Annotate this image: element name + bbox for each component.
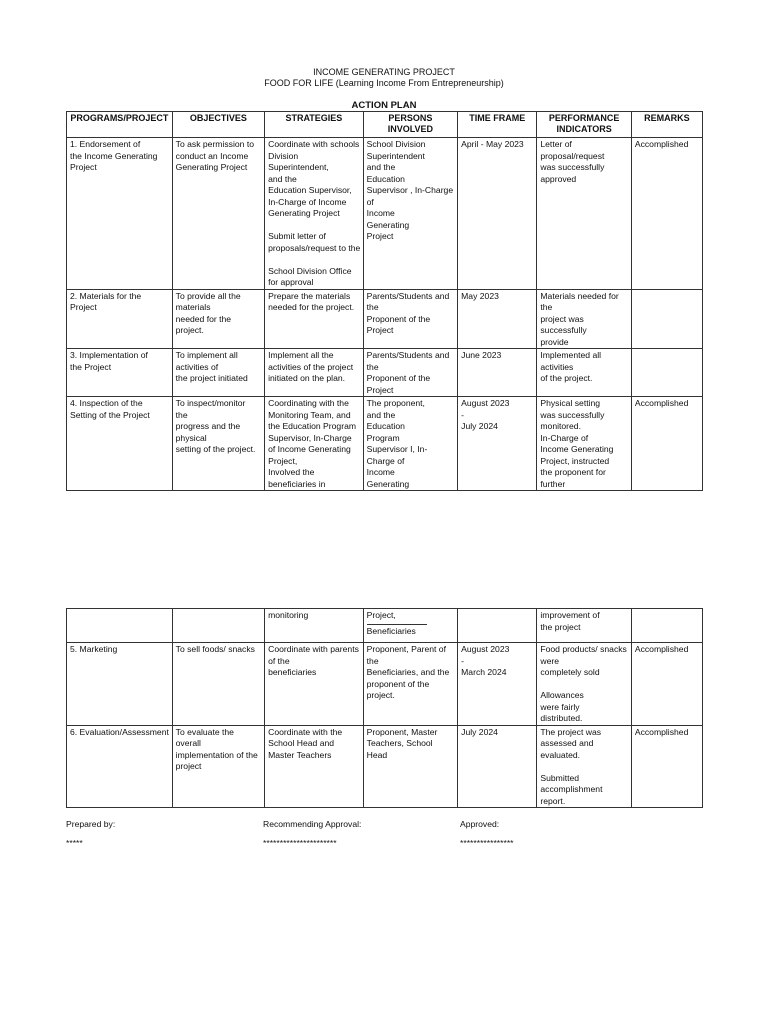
cell-remarks: Accomplished bbox=[631, 138, 702, 290]
cell-program: 3. Implementation of the Project bbox=[67, 349, 173, 397]
cell-remarks: Accomplished bbox=[631, 397, 702, 491]
underline bbox=[367, 624, 427, 625]
section-title: ACTION PLAN bbox=[351, 100, 417, 111]
recommending-approval-label: Recommending Approval: bbox=[263, 819, 362, 829]
table-header-row bbox=[67, 112, 703, 138]
cell-strategies: monitoring bbox=[265, 609, 364, 643]
cell-persons: The proponent, and the Education Program Supervisor I, In- Charge of Income Generating bbox=[363, 397, 457, 491]
cell-remarks bbox=[631, 349, 702, 397]
cell-program: 2. Materials for the Project bbox=[67, 289, 173, 349]
cell-remarks bbox=[631, 289, 702, 349]
cell-program bbox=[67, 609, 173, 643]
cell-objectives: To sell foods/ snacks bbox=[172, 643, 264, 726]
cell-indicators: The project was assessed and evaluated. Submitted accomplishment report. bbox=[537, 725, 631, 808]
approved-by-label: Approved: bbox=[460, 819, 500, 829]
cell-strategies: Coordinate with the School Head and Master Teachers bbox=[265, 725, 364, 808]
table-row bbox=[67, 289, 703, 349]
header-programs: PROGRAMS/PROJECT bbox=[67, 112, 173, 138]
cell-time-frame: July 2024 bbox=[458, 725, 537, 808]
cell-program: 4. Inspection of the Setting of the Project bbox=[67, 397, 173, 491]
cell-persons: School Division Superintendent and the Education Supervisor , In-Charge of Income Generating Project bbox=[363, 138, 457, 290]
header-persons: PERSONS INVOLVED bbox=[363, 112, 457, 138]
cell-objectives: To ask permission to conduct an Income Generating Project bbox=[172, 138, 264, 290]
cell-indicators: Letter of proposal/request was successfully approved bbox=[537, 138, 631, 290]
cell-indicators: Food products/ snacks were completely sold Allowances were fairly distributed. bbox=[537, 643, 631, 726]
cell-strategies: Coordinate with parents of the beneficiaries bbox=[265, 643, 364, 726]
cell-time-frame: May 2023 bbox=[458, 289, 537, 349]
approved-by-name: **************** bbox=[460, 838, 514, 848]
cell-indicators: improvement of the project bbox=[537, 609, 631, 643]
cell-persons bbox=[363, 609, 457, 643]
cell-objectives: To provide all the materials needed for the project. bbox=[172, 289, 264, 349]
header-time-frame: TIME FRAME bbox=[458, 112, 537, 138]
cell-indicators: Physical setting was successfully monitored. In-Charge of Income Generating Project, instructed the proponent for further bbox=[537, 397, 631, 491]
cell-strategies: Coordinating with the Monitoring Team, and the Education Program Supervisor, In-Charge of Income Generating Project, Involved the beneficiaries in bbox=[265, 397, 364, 491]
header-indicators: PERFORMANCE INDICATORS bbox=[537, 112, 631, 138]
cell-time-frame bbox=[458, 609, 537, 643]
header-remarks: REMARKS bbox=[631, 112, 702, 138]
cell-remarks: Accomplished bbox=[631, 725, 702, 808]
table-row bbox=[67, 397, 703, 491]
cell-program: 5. Marketing bbox=[67, 643, 173, 726]
cell-strategies: Implement all the activities of the project initiated on the plan. bbox=[265, 349, 364, 397]
cell-time-frame: August 2023 - March 2024 bbox=[458, 643, 537, 726]
cell-time-frame: April - May 2023 bbox=[458, 138, 537, 290]
persons-line: Beneficiaries bbox=[366, 625, 416, 636]
persons-line: Project, bbox=[366, 610, 396, 620]
cell-indicators: Implemented all activities of the project. bbox=[537, 349, 631, 397]
table-row bbox=[67, 138, 703, 290]
recommending-approval-name: ********************** bbox=[263, 838, 337, 848]
table-row bbox=[67, 609, 703, 643]
cell-program: 1. Endorsement of the Income Generating Project bbox=[67, 138, 173, 290]
cell-time-frame: June 2023 bbox=[458, 349, 537, 397]
document-title: INCOME GENERATING PROJECT bbox=[313, 67, 455, 77]
cell-remarks: Accomplished bbox=[631, 643, 702, 726]
document-subtitle: FOOD FOR LIFE (Learning Income From Entrepreneurship) bbox=[264, 78, 504, 88]
cell-program: 6. Evaluation/Assessment bbox=[67, 725, 173, 808]
cell-persons: Proponent, Master Teachers, School Head bbox=[363, 725, 457, 808]
cell-remarks bbox=[631, 609, 702, 643]
cell-objectives: To evaluate the overall implementation of the project bbox=[172, 725, 264, 808]
cell-objectives bbox=[172, 609, 264, 643]
cell-strategies: Coordinate with schools Division Superintendent, and the Education Supervisor, In-Charge of Income Generating Project Submit letter of proposals/request to the School Division Office for approval bbox=[265, 138, 364, 290]
prepared-by-name: ***** bbox=[66, 838, 83, 848]
table-row bbox=[67, 349, 703, 397]
prepared-by-label: Prepared by: bbox=[66, 819, 116, 829]
cell-objectives: To implement all activities of the project initiated bbox=[172, 349, 264, 397]
cell-persons: Parents/Students and the Proponent of the Project bbox=[363, 349, 457, 397]
cell-objectives: To inspect/monitor the progress and the physical setting of the project. bbox=[172, 397, 264, 491]
cell-indicators: Materials needed for the project was successfully provide bbox=[537, 289, 631, 349]
action-plan-table bbox=[66, 111, 703, 491]
cell-strategies: Prepare the materials needed for the project. bbox=[265, 289, 364, 349]
header-objectives: OBJECTIVES bbox=[172, 112, 264, 138]
table-row bbox=[67, 643, 703, 726]
header-strategies: STRATEGIES bbox=[265, 112, 364, 138]
table-row bbox=[67, 725, 703, 808]
cell-time-frame: August 2023 - July 2024 bbox=[458, 397, 537, 491]
cell-persons: Proponent, Parent of the Beneficiaries, and the proponent of the project. bbox=[363, 643, 457, 726]
cell-persons: Parents/Students and the Proponent of the Project bbox=[363, 289, 457, 349]
action-plan-table-continued bbox=[66, 608, 703, 808]
